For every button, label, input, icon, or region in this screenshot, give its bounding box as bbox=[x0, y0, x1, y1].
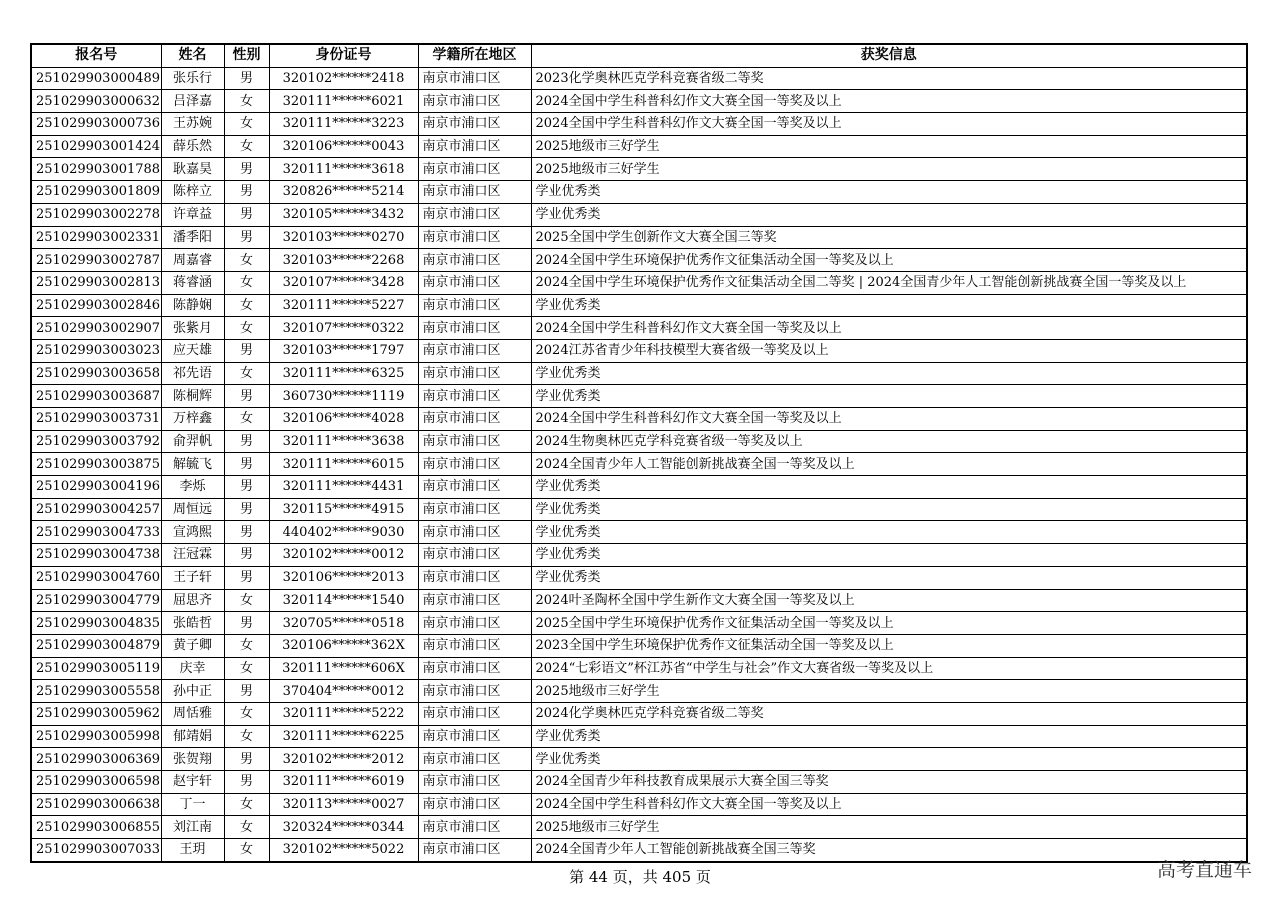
table-row bbox=[31, 226, 1247, 249]
table-row bbox=[31, 408, 1247, 431]
table-row bbox=[31, 271, 1247, 294]
region-cell: 南京市浦口区 bbox=[418, 544, 531, 567]
table-row bbox=[31, 385, 1247, 408]
gender-cell: 女 bbox=[224, 816, 269, 839]
gender-cell: 男 bbox=[224, 544, 269, 567]
award-info-cell: 学业优秀类 bbox=[531, 476, 1247, 499]
table-row bbox=[31, 634, 1247, 657]
header-name: 姓名 bbox=[161, 44, 224, 67]
gender-cell: 男 bbox=[224, 566, 269, 589]
award-info-cell: 2024全国中学生环境保护优秀作文征集活动全国二等奖 | 2024全国青少年人工智能创新挑战赛全国一等奖及以上 bbox=[531, 271, 1247, 294]
region-cell: 南京市浦口区 bbox=[418, 158, 531, 181]
registration-no-cell: 251029903005962 bbox=[31, 702, 161, 725]
registration-no-cell: 251029903004835 bbox=[31, 612, 161, 635]
registration-no-cell: 251029903004879 bbox=[31, 634, 161, 657]
name-cell: 刘江南 bbox=[161, 816, 224, 839]
gender-cell: 男 bbox=[224, 181, 269, 204]
gender-cell: 男 bbox=[224, 226, 269, 249]
region-cell: 南京市浦口区 bbox=[418, 498, 531, 521]
table-header bbox=[31, 44, 1247, 67]
id-number-cell: 320114******1540 bbox=[269, 589, 418, 612]
id-number-cell: 360730******1119 bbox=[269, 385, 418, 408]
table-row bbox=[31, 816, 1247, 839]
name-cell: 郁靖娟 bbox=[161, 725, 224, 748]
gender-cell: 女 bbox=[224, 362, 269, 385]
name-cell: 祁先语 bbox=[161, 362, 224, 385]
region-cell: 南京市浦口区 bbox=[418, 657, 531, 680]
award-roster-table bbox=[30, 43, 1248, 863]
award-info-cell: 2024生物奥林匹克学科竞赛省级一等奖及以上 bbox=[531, 430, 1247, 453]
gender-cell: 男 bbox=[224, 430, 269, 453]
award-info-cell: 2025地级市三好学生 bbox=[531, 135, 1247, 158]
registration-no-cell: 251029903002813 bbox=[31, 271, 161, 294]
gender-cell: 女 bbox=[224, 135, 269, 158]
registration-no-cell: 251029903004257 bbox=[31, 498, 161, 521]
table-row bbox=[31, 521, 1247, 544]
registration-no-cell: 251029903003731 bbox=[31, 408, 161, 431]
award-info-cell: 学业优秀类 bbox=[531, 544, 1247, 567]
region-cell: 南京市浦口区 bbox=[418, 249, 531, 272]
registration-no-cell: 251029903002787 bbox=[31, 249, 161, 272]
registration-no-cell: 251029903004779 bbox=[31, 589, 161, 612]
gender-cell: 男 bbox=[224, 339, 269, 362]
region-cell: 南京市浦口区 bbox=[418, 589, 531, 612]
id-number-cell: 320111******6015 bbox=[269, 453, 418, 476]
award-info-cell: 2024全国中学生科普科幻作文大赛全国一等奖及以上 bbox=[531, 317, 1247, 340]
gender-cell: 男 bbox=[224, 748, 269, 771]
name-cell: 薛乐然 bbox=[161, 135, 224, 158]
table-row bbox=[31, 339, 1247, 362]
id-number-cell: 320103******0270 bbox=[269, 226, 418, 249]
name-cell: 孙中正 bbox=[161, 680, 224, 703]
gender-cell: 男 bbox=[224, 771, 269, 794]
id-number-cell: 320705******0518 bbox=[269, 612, 418, 635]
table-row bbox=[31, 839, 1247, 862]
region-cell: 南京市浦口区 bbox=[418, 203, 531, 226]
gender-cell: 女 bbox=[224, 408, 269, 431]
region-cell: 南京市浦口区 bbox=[418, 612, 531, 635]
registration-no-cell: 251029903002846 bbox=[31, 294, 161, 317]
table-row bbox=[31, 725, 1247, 748]
award-info-cell: 2024全国中学生科普科幻作文大赛全国一等奖及以上 bbox=[531, 113, 1247, 136]
name-cell: 庆幸 bbox=[161, 657, 224, 680]
name-cell: 潘季阳 bbox=[161, 226, 224, 249]
registration-no-cell: 251029903005558 bbox=[31, 680, 161, 703]
registration-no-cell: 251029903003792 bbox=[31, 430, 161, 453]
region-cell: 南京市浦口区 bbox=[418, 680, 531, 703]
id-number-cell: 320107******3428 bbox=[269, 271, 418, 294]
watermark: 高考直通车 bbox=[1156, 859, 1252, 881]
id-number-cell: 320111******5222 bbox=[269, 702, 418, 725]
table-row bbox=[31, 748, 1247, 771]
registration-no-cell: 251029903002907 bbox=[31, 317, 161, 340]
name-cell: 张乐行 bbox=[161, 67, 224, 90]
id-number-cell: 320103******1797 bbox=[269, 339, 418, 362]
gender-cell: 女 bbox=[224, 839, 269, 862]
region-cell: 南京市浦口区 bbox=[418, 317, 531, 340]
id-number-cell: 320111******3638 bbox=[269, 430, 418, 453]
id-number-cell: 320106******0043 bbox=[269, 135, 418, 158]
name-cell: 赵宇轩 bbox=[161, 771, 224, 794]
region-cell: 南京市浦口区 bbox=[418, 362, 531, 385]
award-info-cell: 学业优秀类 bbox=[531, 748, 1247, 771]
region-cell: 南京市浦口区 bbox=[418, 294, 531, 317]
region-cell: 南京市浦口区 bbox=[418, 771, 531, 794]
table-row bbox=[31, 793, 1247, 816]
gender-cell: 男 bbox=[224, 385, 269, 408]
id-number-cell: 320102******0012 bbox=[269, 544, 418, 567]
region-cell: 南京市浦口区 bbox=[418, 226, 531, 249]
name-cell: 陈静娴 bbox=[161, 294, 224, 317]
id-number-cell: 320106******2013 bbox=[269, 566, 418, 589]
id-number-cell: 320111******6325 bbox=[269, 362, 418, 385]
header-award-info: 获奖信息 bbox=[531, 44, 1247, 67]
name-cell: 宣鸿熙 bbox=[161, 521, 224, 544]
table-row bbox=[31, 135, 1247, 158]
id-number-cell: 440402******9030 bbox=[269, 521, 418, 544]
registration-no-cell: 251029903005998 bbox=[31, 725, 161, 748]
gender-cell: 女 bbox=[224, 793, 269, 816]
id-number-cell: 320102******5022 bbox=[269, 839, 418, 862]
table-row bbox=[31, 67, 1247, 90]
table-row bbox=[31, 544, 1247, 567]
region-cell: 南京市浦口区 bbox=[418, 634, 531, 657]
gender-cell: 男 bbox=[224, 521, 269, 544]
name-cell: 屈思齐 bbox=[161, 589, 224, 612]
award-info-cell: 2024全国中学生科普科幻作文大赛全国一等奖及以上 bbox=[531, 90, 1247, 113]
table-row bbox=[31, 498, 1247, 521]
table-row bbox=[31, 476, 1247, 499]
id-number-cell: 320826******5214 bbox=[269, 181, 418, 204]
id-number-cell: 320324******0344 bbox=[269, 816, 418, 839]
region-cell: 南京市浦口区 bbox=[418, 521, 531, 544]
table-row bbox=[31, 362, 1247, 385]
name-cell: 周嘉睿 bbox=[161, 249, 224, 272]
name-cell: 王子轩 bbox=[161, 566, 224, 589]
name-cell: 陈桐辉 bbox=[161, 385, 224, 408]
award-info-cell: 2025地级市三好学生 bbox=[531, 158, 1247, 181]
registration-no-cell: 251029903004733 bbox=[31, 521, 161, 544]
registration-no-cell: 251029903003023 bbox=[31, 339, 161, 362]
award-info-cell: 2024全国中学生科普科幻作文大赛全国一等奖及以上 bbox=[531, 793, 1247, 816]
award-info-cell: 学业优秀类 bbox=[531, 566, 1247, 589]
registration-no-cell: 251029903006598 bbox=[31, 771, 161, 794]
id-number-cell: 320111******6019 bbox=[269, 771, 418, 794]
award-info-cell: 学业优秀类 bbox=[531, 362, 1247, 385]
name-cell: 吕泽嘉 bbox=[161, 90, 224, 113]
table-row bbox=[31, 158, 1247, 181]
registration-no-cell: 251029903003875 bbox=[31, 453, 161, 476]
name-cell: 许章益 bbox=[161, 203, 224, 226]
id-number-cell: 320105******3432 bbox=[269, 203, 418, 226]
region-cell: 南京市浦口区 bbox=[418, 725, 531, 748]
table-body bbox=[31, 67, 1247, 862]
header-gender: 性别 bbox=[224, 44, 269, 67]
gender-cell: 女 bbox=[224, 725, 269, 748]
name-cell: 黄子卿 bbox=[161, 634, 224, 657]
table-row bbox=[31, 430, 1247, 453]
table-row bbox=[31, 249, 1247, 272]
region-cell: 南京市浦口区 bbox=[418, 702, 531, 725]
name-cell: 解毓飞 bbox=[161, 453, 224, 476]
id-number-cell: 320115******4915 bbox=[269, 498, 418, 521]
gender-cell: 女 bbox=[224, 702, 269, 725]
award-info-cell: 学业优秀类 bbox=[531, 294, 1247, 317]
name-cell: 张贺翔 bbox=[161, 748, 224, 771]
registration-no-cell: 251029903006638 bbox=[31, 793, 161, 816]
registration-no-cell: 251029903006855 bbox=[31, 816, 161, 839]
name-cell: 张紫月 bbox=[161, 317, 224, 340]
gender-cell: 男 bbox=[224, 612, 269, 635]
id-number-cell: 320111******4431 bbox=[269, 476, 418, 499]
award-info-cell: 2024全国青少年科技教育成果展示大赛全国三等奖 bbox=[531, 771, 1247, 794]
award-info-cell: 学业优秀类 bbox=[531, 181, 1247, 204]
award-info-cell: 2023化学奥林匹克学科竞赛省级二等奖 bbox=[531, 67, 1247, 90]
gender-cell: 女 bbox=[224, 249, 269, 272]
gender-cell: 女 bbox=[224, 113, 269, 136]
name-cell: 蒋睿涵 bbox=[161, 271, 224, 294]
table-row bbox=[31, 612, 1247, 635]
table-row bbox=[31, 771, 1247, 794]
table-row bbox=[31, 181, 1247, 204]
gender-cell: 女 bbox=[224, 589, 269, 612]
region-cell: 南京市浦口区 bbox=[418, 385, 531, 408]
gender-cell: 男 bbox=[224, 203, 269, 226]
region-cell: 南京市浦口区 bbox=[418, 430, 531, 453]
registration-no-cell: 251029903000736 bbox=[31, 113, 161, 136]
registration-no-cell: 251029903002278 bbox=[31, 203, 161, 226]
registration-no-cell: 251029903004196 bbox=[31, 476, 161, 499]
table-row bbox=[31, 702, 1247, 725]
award-info-cell: 学业优秀类 bbox=[531, 725, 1247, 748]
award-info-cell: 2024全国青少年人工智能创新挑战赛全国三等奖 bbox=[531, 839, 1247, 862]
id-number-cell: 320102******2012 bbox=[269, 748, 418, 771]
registration-no-cell: 251029903003658 bbox=[31, 362, 161, 385]
award-info-cell: 学业优秀类 bbox=[531, 203, 1247, 226]
award-info-cell: 2024全国青少年人工智能创新挑战赛全国一等奖及以上 bbox=[531, 453, 1247, 476]
gender-cell: 女 bbox=[224, 657, 269, 680]
region-cell: 南京市浦口区 bbox=[418, 839, 531, 862]
name-cell: 汪冠霖 bbox=[161, 544, 224, 567]
table-row bbox=[31, 113, 1247, 136]
name-cell: 耿嘉昊 bbox=[161, 158, 224, 181]
name-cell: 李烁 bbox=[161, 476, 224, 499]
gender-cell: 男 bbox=[224, 67, 269, 90]
region-cell: 南京市浦口区 bbox=[418, 67, 531, 90]
award-info-cell: 学业优秀类 bbox=[531, 498, 1247, 521]
region-cell: 南京市浦口区 bbox=[418, 748, 531, 771]
header-id-number: 身份证号 bbox=[269, 44, 418, 67]
registration-no-cell: 251029903001809 bbox=[31, 181, 161, 204]
region-cell: 南京市浦口区 bbox=[418, 453, 531, 476]
award-info-cell: 学业优秀类 bbox=[531, 521, 1247, 544]
registration-no-cell: 251029903003687 bbox=[31, 385, 161, 408]
header-row bbox=[31, 44, 1247, 67]
id-number-cell: 320111******606X bbox=[269, 657, 418, 680]
award-info-cell: 2025全国中学生创新作文大赛全国三等奖 bbox=[531, 226, 1247, 249]
id-number-cell: 370404******0012 bbox=[269, 680, 418, 703]
registration-no-cell: 251029903006369 bbox=[31, 748, 161, 771]
name-cell: 万梓鑫 bbox=[161, 408, 224, 431]
registration-no-cell: 251029903001788 bbox=[31, 158, 161, 181]
id-number-cell: 320111******3618 bbox=[269, 158, 418, 181]
gender-cell: 女 bbox=[224, 317, 269, 340]
table-row bbox=[31, 294, 1247, 317]
registration-no-cell: 251029903005119 bbox=[31, 657, 161, 680]
gender-cell: 女 bbox=[224, 271, 269, 294]
region-cell: 南京市浦口区 bbox=[418, 566, 531, 589]
gender-cell: 女 bbox=[224, 634, 269, 657]
region-cell: 南京市浦口区 bbox=[418, 793, 531, 816]
name-cell: 俞羿帆 bbox=[161, 430, 224, 453]
id-number-cell: 320113******0027 bbox=[269, 793, 418, 816]
id-number-cell: 320111******5227 bbox=[269, 294, 418, 317]
region-cell: 南京市浦口区 bbox=[418, 339, 531, 362]
name-cell: 周恬雅 bbox=[161, 702, 224, 725]
id-number-cell: 320102******2418 bbox=[269, 67, 418, 90]
award-info-cell: 2025全国中学生环境保护优秀作文征集活动全国一等奖及以上 bbox=[531, 612, 1247, 635]
table-row bbox=[31, 203, 1247, 226]
gender-cell: 女 bbox=[224, 90, 269, 113]
registration-no-cell: 251029903007033 bbox=[31, 839, 161, 862]
region-cell: 南京市浦口区 bbox=[418, 90, 531, 113]
table-row bbox=[31, 680, 1247, 703]
name-cell: 陈梓立 bbox=[161, 181, 224, 204]
table-row bbox=[31, 317, 1247, 340]
region-cell: 南京市浦口区 bbox=[418, 816, 531, 839]
gender-cell: 男 bbox=[224, 476, 269, 499]
award-info-cell: 2025地级市三好学生 bbox=[531, 680, 1247, 703]
award-info-cell: 2024叶圣陶杯全国中学生新作文大赛全国一等奖及以上 bbox=[531, 589, 1247, 612]
name-cell: 王苏婉 bbox=[161, 113, 224, 136]
id-number-cell: 320111******3223 bbox=[269, 113, 418, 136]
registration-no-cell: 251029903002331 bbox=[31, 226, 161, 249]
gender-cell: 女 bbox=[224, 294, 269, 317]
id-number-cell: 320111******6225 bbox=[269, 725, 418, 748]
table-row bbox=[31, 589, 1247, 612]
name-cell: 丁一 bbox=[161, 793, 224, 816]
header-registration-no: 报名号 bbox=[31, 44, 161, 67]
table-row bbox=[31, 566, 1247, 589]
name-cell: 张皓哲 bbox=[161, 612, 224, 635]
id-number-cell: 320103******2268 bbox=[269, 249, 418, 272]
gender-cell: 男 bbox=[224, 158, 269, 181]
award-info-cell: 2024江苏省青少年科技模型大赛省级一等奖及以上 bbox=[531, 339, 1247, 362]
table-row bbox=[31, 453, 1247, 476]
registration-no-cell: 251029903001424 bbox=[31, 135, 161, 158]
id-number-cell: 320107******0322 bbox=[269, 317, 418, 340]
registration-no-cell: 251029903004760 bbox=[31, 566, 161, 589]
award-info-cell: 2024全国中学生环境保护优秀作文征集活动全国一等奖及以上 bbox=[531, 249, 1247, 272]
name-cell: 应天雄 bbox=[161, 339, 224, 362]
region-cell: 南京市浦口区 bbox=[418, 135, 531, 158]
registration-no-cell: 251029903004738 bbox=[31, 544, 161, 567]
id-number-cell: 320111******6021 bbox=[269, 90, 418, 113]
name-cell: 王玥 bbox=[161, 839, 224, 862]
region-cell: 南京市浦口区 bbox=[418, 113, 531, 136]
region-cell: 南京市浦口区 bbox=[418, 408, 531, 431]
award-info-cell: 学业优秀类 bbox=[531, 385, 1247, 408]
region-cell: 南京市浦口区 bbox=[418, 476, 531, 499]
gender-cell: 男 bbox=[224, 498, 269, 521]
award-info-cell: 2024化学奥林匹克学科竞赛省级二等奖 bbox=[531, 702, 1247, 725]
region-cell: 南京市浦口区 bbox=[418, 271, 531, 294]
gender-cell: 男 bbox=[224, 453, 269, 476]
id-number-cell: 320106******362X bbox=[269, 634, 418, 657]
award-info-cell: 2023全国中学生环境保护优秀作文征集活动全国一等奖及以上 bbox=[531, 634, 1247, 657]
gender-cell: 男 bbox=[224, 680, 269, 703]
page-number: 第 44 页，共 405 页 bbox=[569, 868, 711, 886]
name-cell: 周恒远 bbox=[161, 498, 224, 521]
registration-no-cell: 251029903000632 bbox=[31, 90, 161, 113]
table-row bbox=[31, 657, 1247, 680]
award-info-cell: 2024“七彩语文”杯江苏省“中学生与社会”作文大赛省级一等奖及以上 bbox=[531, 657, 1247, 680]
award-info-cell: 2024全国中学生科普科幻作文大赛全国一等奖及以上 bbox=[531, 408, 1247, 431]
id-number-cell: 320106******4028 bbox=[269, 408, 418, 431]
region-cell: 南京市浦口区 bbox=[418, 181, 531, 204]
header-region: 学籍所在地区 bbox=[418, 44, 531, 67]
registration-no-cell: 251029903000489 bbox=[31, 67, 161, 90]
table-row bbox=[31, 90, 1247, 113]
award-info-cell: 2025地级市三好学生 bbox=[531, 816, 1247, 839]
